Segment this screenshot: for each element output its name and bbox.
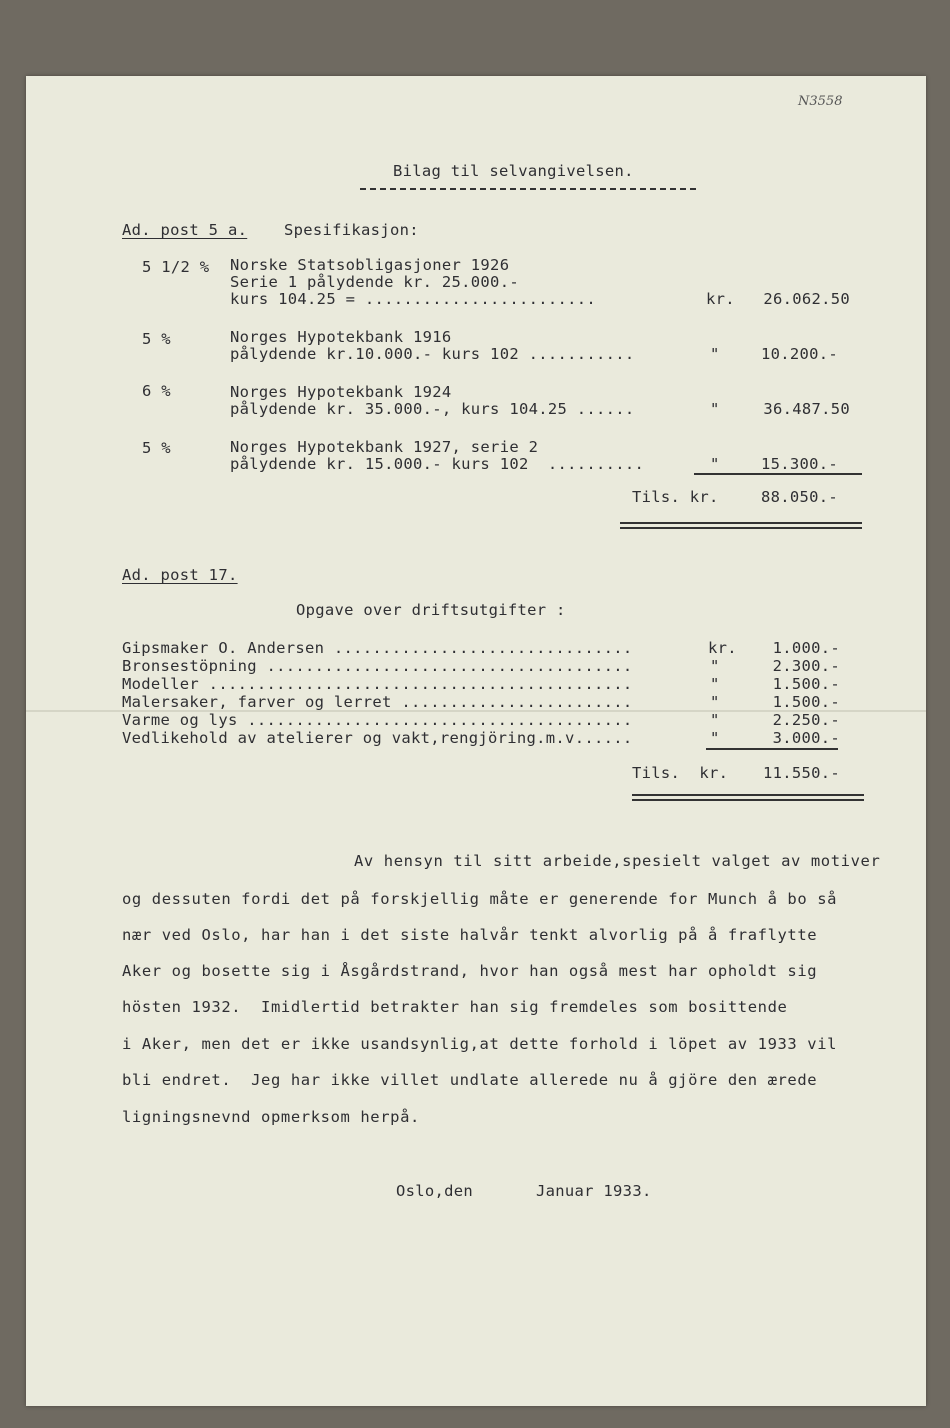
document-page: [26, 76, 926, 1406]
expense-amount-2: 2.300.-: [772, 657, 840, 675]
paragraph-line-2: og dessuten fordi det på forskjellig måte er generende for Munch å bo så: [122, 890, 838, 908]
section1-heading: Ad. post 5 a.: [122, 221, 248, 239]
entry4-line1: Norges Hypotekbank 1927, serie 2: [230, 438, 539, 456]
subtotal-rule: [694, 473, 862, 475]
signoff-date: Januar 1933.: [536, 1182, 652, 1200]
expense-currency-1: kr.: [708, 639, 737, 657]
expense-subtotal-rule: [706, 748, 838, 750]
expense-currency-3: ": [710, 675, 720, 693]
expense-label-4: Malersaker, farver og lerret ........................: [122, 693, 633, 711]
paragraph-line-3: nær ved Oslo, har han i det siste halvår tenkt alvorlig på å fraflytte: [122, 926, 818, 944]
entry4-line2: pålydende kr. 15.000.- kurs 102 ..........: [230, 455, 645, 473]
section2-subheading: Opgave over driftsutgifter :: [296, 601, 566, 619]
entry2-line2: pålydende kr.10.000.- kurs 102 ...........: [230, 345, 635, 363]
entry4-rate: 5 %: [142, 439, 171, 457]
expense-currency-4: ": [710, 693, 720, 711]
section1-total: 88.050.-: [760, 488, 838, 506]
entry2-currency: ": [710, 345, 720, 363]
section2-total: 11.550.-: [762, 764, 840, 782]
section2-total-double-rule: [632, 794, 864, 801]
expense-label-3: Modeller ............................................: [122, 675, 633, 693]
document-title: Bilag til selvangivelsen.: [393, 162, 634, 180]
entry1-currency: kr.: [706, 290, 735, 308]
entry3-rate: 6 %: [142, 382, 171, 400]
entry2-rate: 5 %: [142, 330, 171, 348]
entry3-currency: ": [710, 400, 720, 418]
entry2-amount: 10.200.-: [760, 345, 838, 363]
section2-heading: Ad. post 17.: [122, 566, 238, 584]
expense-amount-3: 1.500.-: [772, 675, 840, 693]
section2-total-label: Tils. kr.: [632, 764, 729, 782]
section1-subheading: Spesifikasjon:: [284, 221, 419, 239]
paragraph-line-6: i Aker, men det er ikke usandsynlig,at dette forhold i löpet av 1933 vil: [122, 1035, 838, 1053]
entry1-amount: 26.062.50: [763, 290, 850, 308]
entry1-rate: 5 1/2 %: [142, 258, 210, 276]
section1-total-label: Tils. kr.: [632, 488, 719, 506]
paragraph-line-1: Av hensyn til sitt arbeide,spesielt valget av motiver: [354, 852, 881, 870]
entry1-line2: Serie 1 pålydende kr. 25.000.-: [230, 273, 519, 291]
paragraph-line-8: ligningsnevnd opmerksom herpå.: [122, 1108, 420, 1126]
entry3-amount: 36.487.50: [763, 400, 850, 418]
paragraph-line-4: Aker og bosette sig i Åsgårdstrand, hvor han også mest har opholdt sig: [122, 962, 818, 980]
archive-number: N3558: [798, 94, 843, 109]
entry3-line2: pålydende kr. 35.000.-, kurs 104.25 ......: [230, 400, 635, 418]
entry3-line1: Norges Hypotekbank 1924: [230, 383, 452, 401]
expense-amount-4: 1.500.-: [772, 693, 840, 711]
expense-currency-2: ": [710, 657, 720, 675]
expense-label-1: Gipsmaker O. Andersen ...............................: [122, 639, 633, 657]
expense-currency-6: ": [710, 729, 720, 747]
title-underline: [360, 188, 696, 190]
expense-label-6: Vedlikehold av atelierer og vakt,rengjöring.m.v......: [122, 729, 633, 747]
signoff-place: Oslo,den: [396, 1182, 474, 1200]
expense-currency-5: ": [710, 711, 720, 729]
entry4-amount: 15.300.-: [760, 455, 838, 473]
paragraph-line-7: bli endret. Jeg har ikke villet undlate allerede nu å gjöre den ærede: [122, 1071, 818, 1089]
expense-amount-6: 3.000.-: [772, 729, 840, 747]
section1-total-double-rule: [620, 522, 862, 529]
entry1-line3: kurs 104.25 = ........................: [230, 290, 597, 308]
expense-amount-5: 2.250.-: [772, 711, 840, 729]
paragraph-line-5: hösten 1932. Imidlertid betrakter han sig fremdeles som bosittende: [122, 998, 788, 1016]
expense-label-5: Varme og lys ........................................: [122, 711, 633, 729]
expense-label-2: Bronsestöpning ......................................: [122, 657, 633, 675]
entry2-line1: Norges Hypotekbank 1916: [230, 328, 452, 346]
entry4-currency: ": [710, 455, 720, 473]
entry1-line1: Norske Statsobligasjoner 1926: [230, 256, 510, 274]
expense-amount-1: 1.000.-: [772, 639, 840, 657]
